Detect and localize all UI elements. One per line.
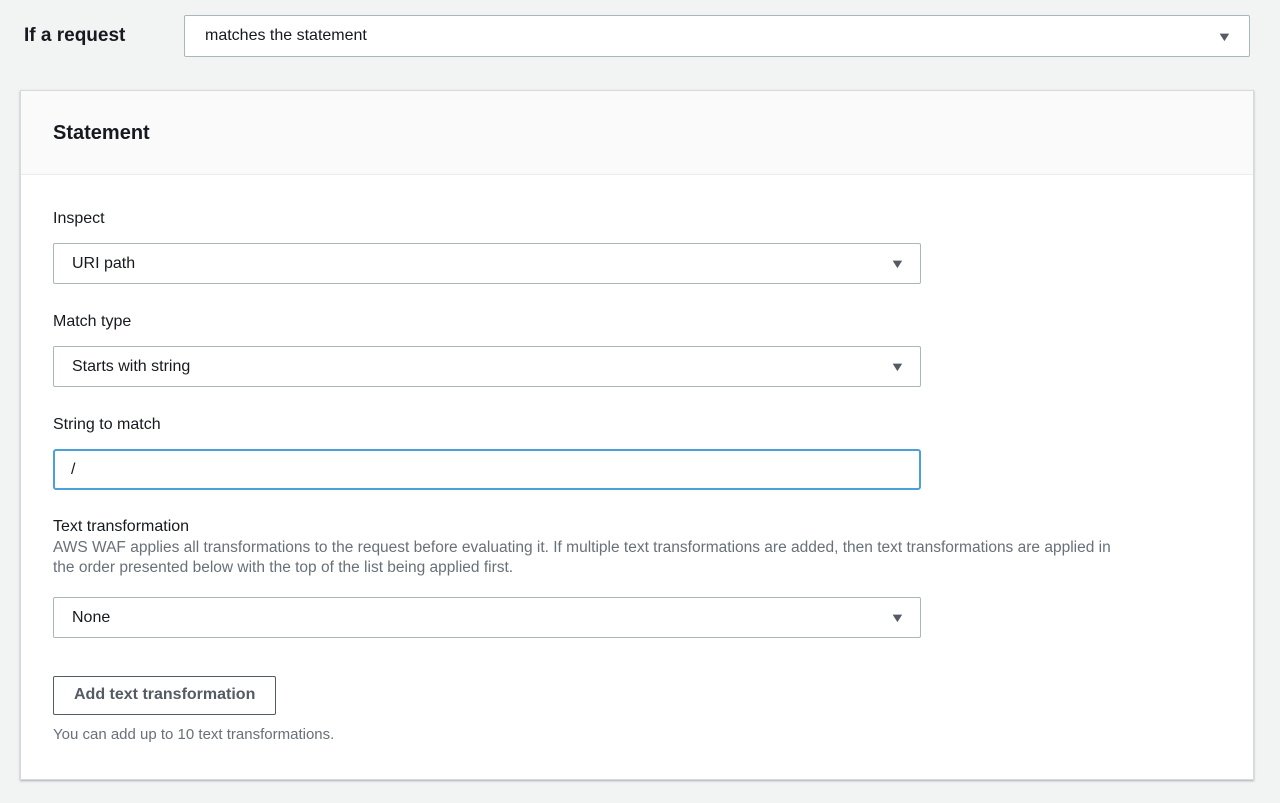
caret-down-icon: ▼ [1216,28,1233,44]
inspect-select[interactable] [53,243,921,284]
text-transformation-label: Text transformation [53,518,190,535]
text-transformation-helper-text: You can add up to 10 text transformations. [53,726,335,743]
inspect-label: Inspect [53,210,105,227]
statement-panel-title: Statement [53,122,150,144]
inspect-select-value: URI path [72,254,136,272]
add-text-transformation-button[interactable]: Add text transformation [53,676,276,715]
match-type-select[interactable] [53,346,921,387]
condition-row [0,0,1280,57]
statement-panel-body [21,175,1253,779]
text-transformation-select[interactable] [53,597,921,638]
string-to-match-input[interactable] [53,449,921,490]
text-transformation-description: AWS WAF applies all transformations to the request before evaluating it. If multiple text transformations are added, then text transformations are applied in the order presented below with the top of the list being applied first. [53,539,1111,576]
caret-down-icon: ▼ [889,256,906,271]
caret-down-icon: ▼ [889,359,906,374]
condition-row-label: If a request [24,25,126,46]
condition-select-value: matches the statement [205,27,367,44]
match-type-select-value: Starts with string [72,357,191,375]
caret-down-icon: ▼ [889,610,906,625]
text-transformation-select-value: None [72,608,111,626]
statement-panel-header [21,91,1253,175]
condition-select[interactable] [184,15,1250,57]
statement-panel [20,90,1254,780]
string-to-match-label: String to match [53,416,161,433]
match-type-label: Match type [53,313,132,330]
